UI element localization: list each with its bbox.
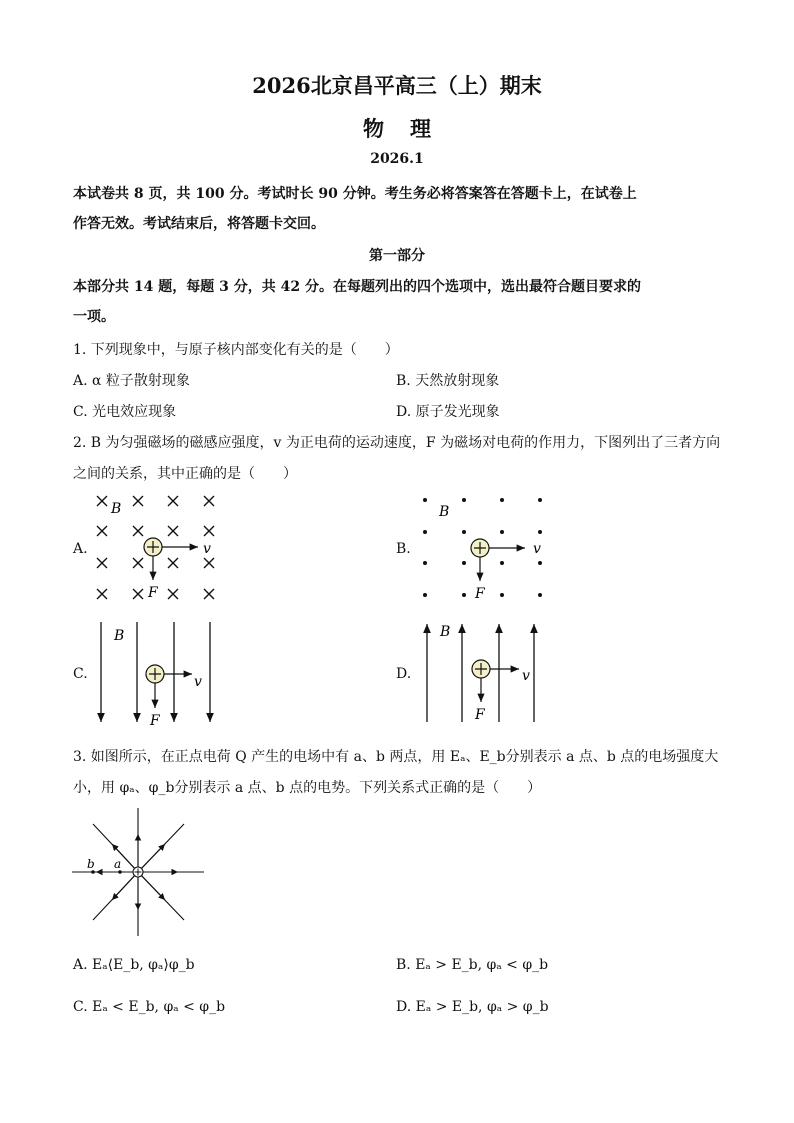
subject-title: 物理	[363, 116, 457, 141]
q1-stem: 1. 下列现象中，与原子核内部变化有关的是（ ）	[73, 342, 399, 358]
label-f: F	[150, 713, 160, 729]
q2-stem-line-2: 之间的关系，其中正确的是（ ）	[73, 466, 297, 482]
label-f: F	[475, 586, 485, 602]
instructions-line-1: 本试卷共 8 页，共 100 分。考试时长 90 分钟。考生务必将答案答在答题卡上，在试卷上	[73, 186, 637, 202]
q3-stem-line-1: 3. 如图所示，在正点电荷 Q 产生的电场中有 a、b 两点，用 Eₐ、E_b分别表示 a 点、b 点的电场强度大	[73, 749, 719, 765]
part-heading: 第一部分	[369, 248, 425, 264]
q3-stem-line-2: 小，用 φₐ、φ_b分别表示 a 点、b 点的电势。下列关系式正确的是（ ）	[73, 780, 542, 796]
label-a: a	[114, 857, 122, 871]
exam-date: 2026.1	[370, 151, 424, 167]
label-b: b	[87, 857, 95, 871]
q2-figure-d	[413, 618, 553, 730]
q3-option-c: C. Eₐ < E_b, φₐ < φ_b	[73, 999, 226, 1015]
label-v: v	[194, 674, 202, 690]
q1-option-b: B. 天然放射现象	[396, 373, 500, 389]
q2-option-d-label: D.	[396, 666, 412, 682]
label-f: F	[475, 707, 485, 723]
label-v: v	[522, 668, 530, 684]
label-b: B	[114, 628, 125, 644]
q3-option-b: B. Eₐ > E_b, φₐ < φ_b	[396, 957, 549, 973]
q3-field-figure	[68, 806, 208, 938]
q2-figure-c	[88, 618, 228, 730]
part-desc-line-1: 本部分共 14 题，每题 3 分，共 42 分。在每题列出的四个选项中，选出最符合题目要求的	[73, 279, 641, 295]
label-b: B	[439, 504, 450, 520]
exam-title: 2026北京昌平高三（上）期末	[252, 73, 542, 98]
label-v: v	[203, 541, 211, 557]
label-b: B	[111, 501, 122, 517]
q2-option-a-label: A.	[73, 541, 88, 557]
instructions-line-2: 作答无效。考试结束后，将答题卡交回。	[73, 216, 325, 232]
q2-stem-line-1: 2. B 为匀强磁场的磁感应强度，v 为正电荷的运动速度，F 为磁场对电荷的作用力，下图列出了三者方向	[73, 435, 721, 451]
q2-option-b-label: B.	[396, 541, 411, 557]
label-b: B	[440, 624, 451, 640]
label-v: v	[533, 541, 541, 557]
q3-option-a: A. Eₐ⟨E_b, φₐ⟩φ_b	[73, 957, 195, 973]
q2-figure-a	[88, 488, 228, 608]
q1-option-a: A. α 粒子散射现象	[73, 373, 190, 389]
q1-option-c: C. 光电效应现象	[73, 404, 177, 420]
part-desc-line-2: 一项。	[73, 309, 115, 325]
q2-figure-b	[413, 490, 553, 605]
q1-option-d: D. 原子发光现象	[396, 404, 500, 420]
q3-option-d: D. Eₐ > E_b, φₐ > φ_b	[396, 999, 549, 1015]
q2-option-c-label: C.	[73, 666, 88, 682]
label-f: F	[148, 585, 158, 601]
